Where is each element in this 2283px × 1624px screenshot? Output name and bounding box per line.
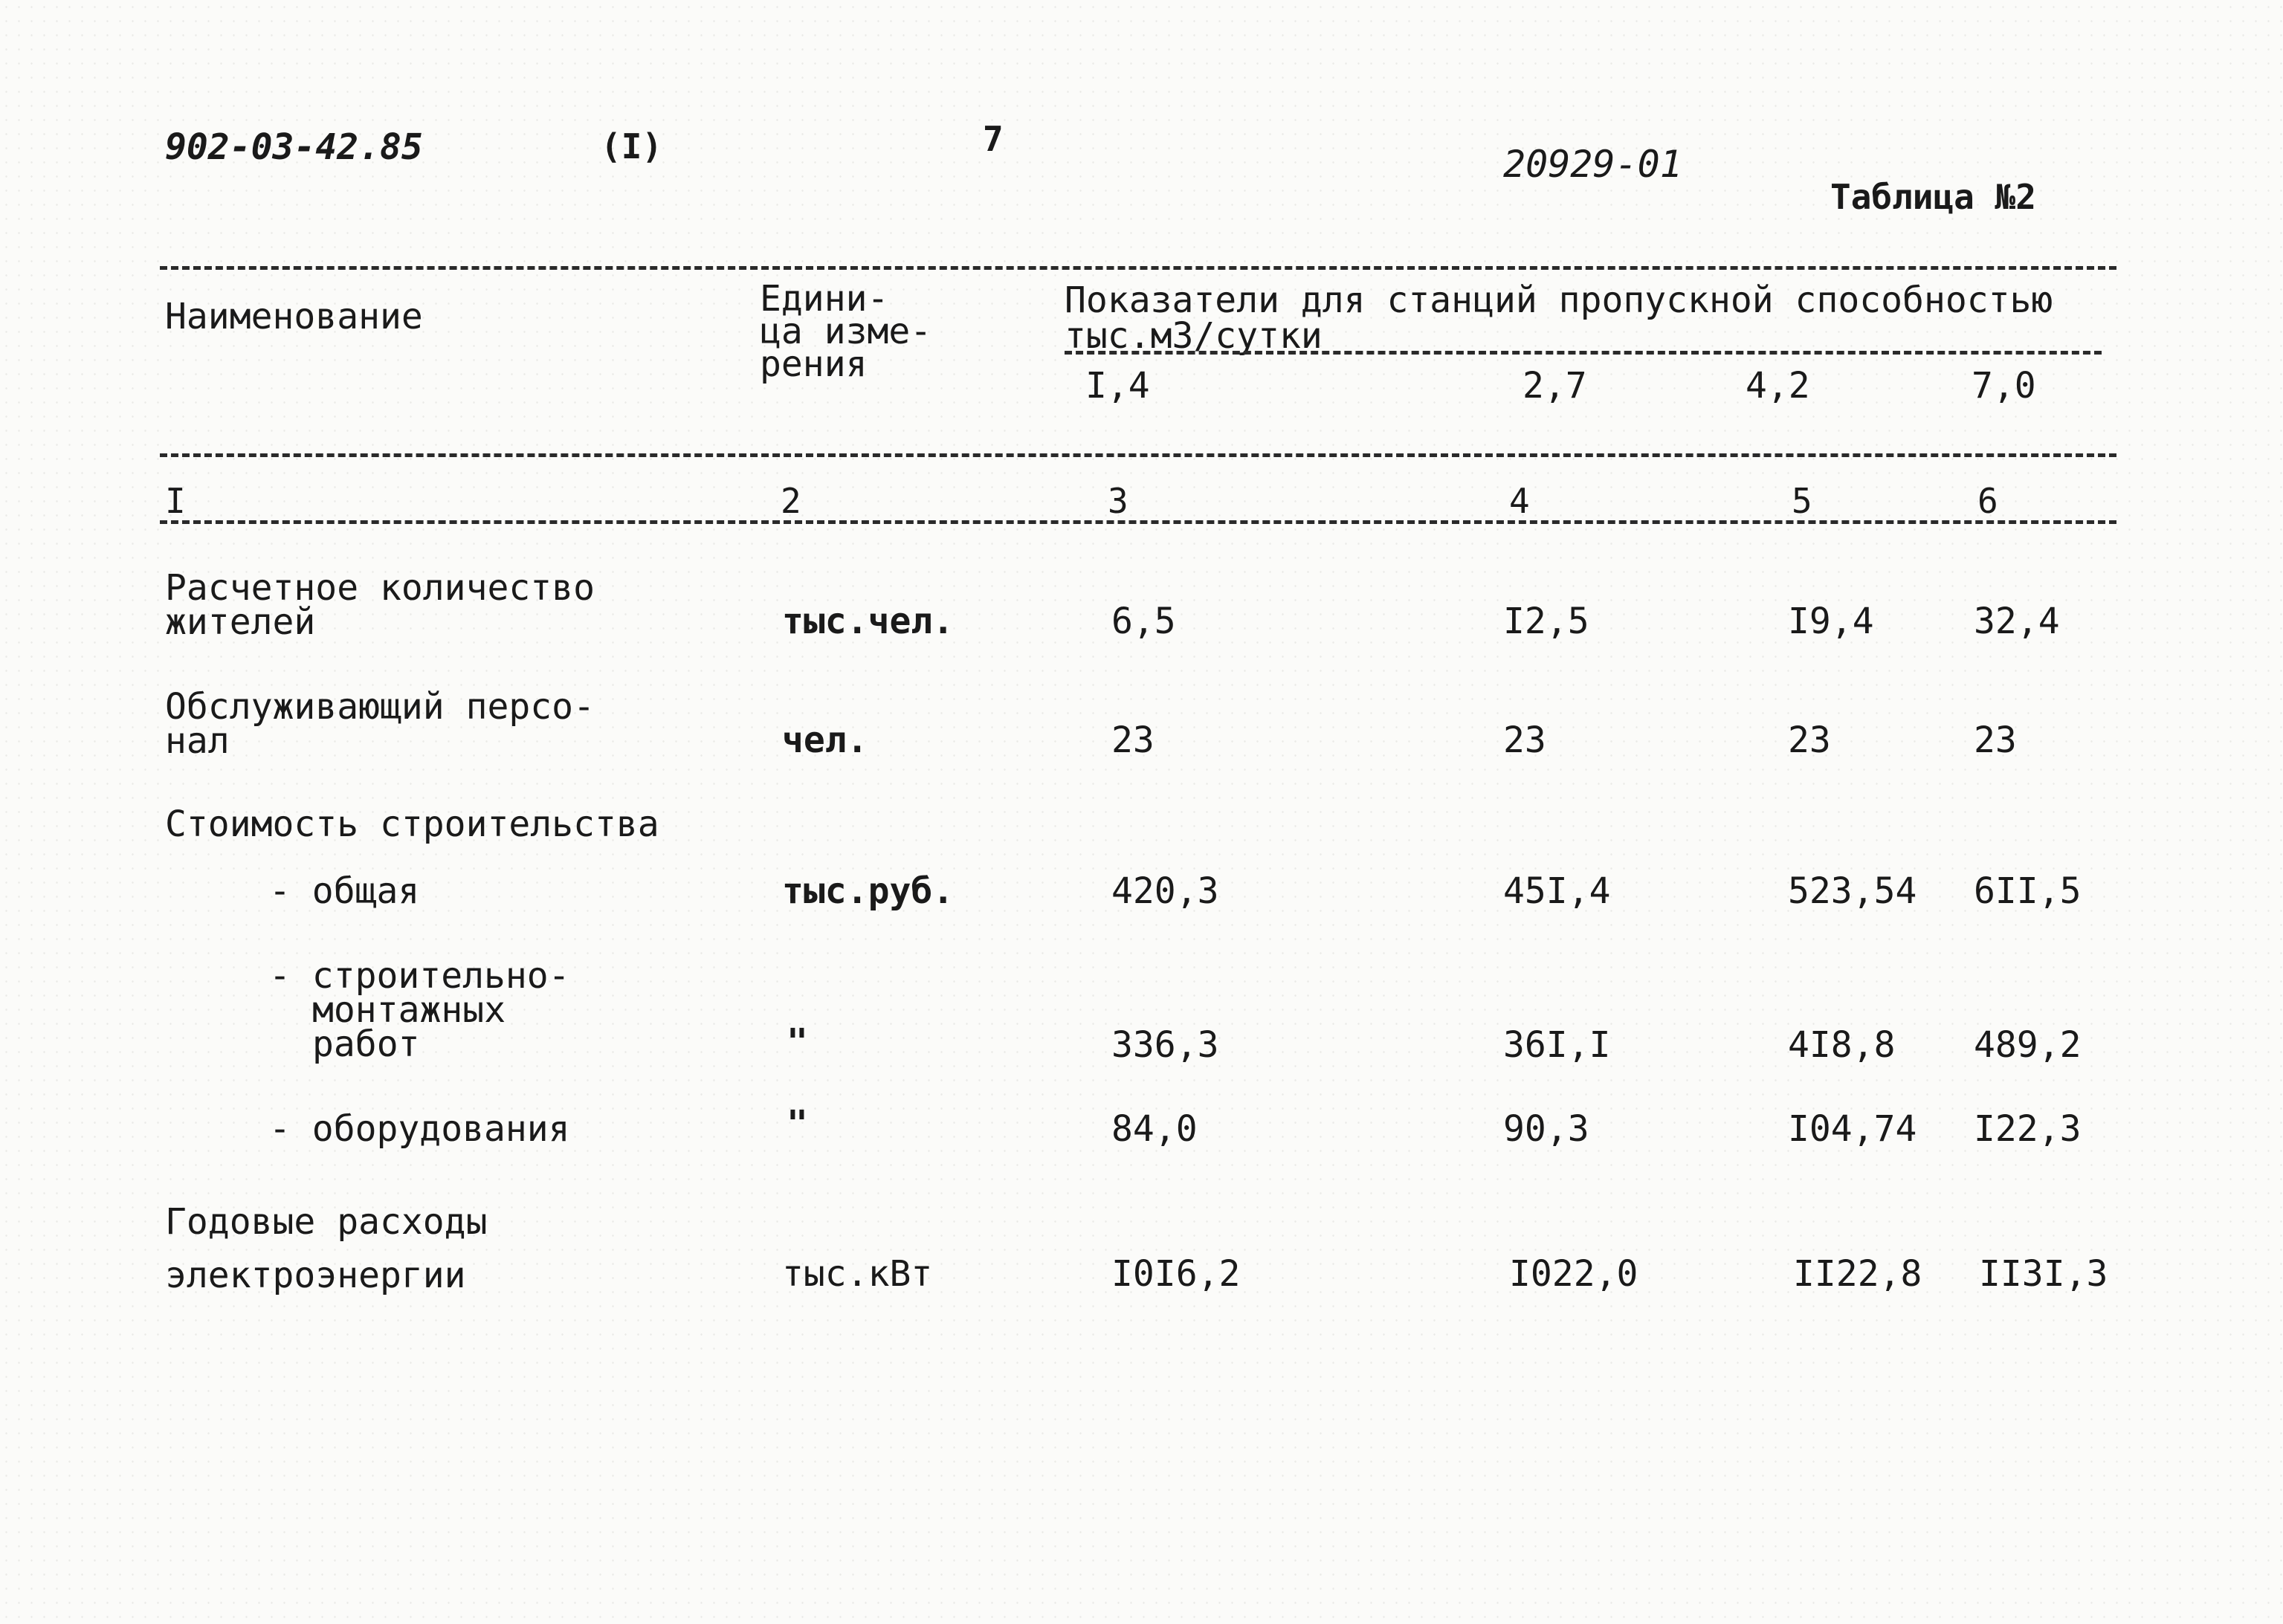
column-number: 6 bbox=[1977, 481, 1998, 521]
section-title: Стоимость строительства bbox=[165, 803, 659, 845]
col-header-unit bbox=[760, 278, 932, 385]
cell-value: I2,5 bbox=[1503, 601, 1589, 642]
capacity-label: 2,7 bbox=[1522, 365, 1587, 407]
document-part: (I) bbox=[601, 126, 663, 166]
cell-value: 84,0 bbox=[1111, 1108, 1198, 1150]
row-unit: тыс.руб. bbox=[782, 870, 955, 912]
cell-value: 523,54 bbox=[1788, 870, 1917, 912]
row-name-line: Обслуживающий персо- bbox=[165, 686, 595, 728]
row-unit: чел. bbox=[782, 719, 868, 761]
row-name-line: электроэнергии bbox=[165, 1255, 466, 1296]
cell-value: I0I6,2 bbox=[1111, 1253, 1241, 1295]
cell-value: 23 bbox=[1503, 719, 1546, 761]
row-name bbox=[165, 686, 595, 762]
row-name-line: монтажных bbox=[312, 989, 506, 1031]
cell-value: I22,3 bbox=[1974, 1108, 2082, 1150]
row-name bbox=[269, 955, 570, 1065]
row-name-line: нал bbox=[165, 720, 230, 762]
column-number: I bbox=[165, 481, 186, 521]
column-number: 3 bbox=[1108, 481, 1128, 521]
cell-value: I022,0 bbox=[1509, 1253, 1638, 1295]
cell-value: 336,3 bbox=[1111, 1024, 1219, 1066]
cell-value: 6II,5 bbox=[1974, 870, 2082, 912]
archive-number: 20929-01 bbox=[1503, 143, 1682, 186]
row-unit: тыс.кВт bbox=[782, 1253, 933, 1295]
capacity-label: 7,0 bbox=[1972, 365, 2036, 407]
column-numbers-rule bbox=[160, 520, 2116, 524]
cell-value: 23 bbox=[1974, 719, 2017, 761]
column-number: 5 bbox=[1792, 481, 1812, 521]
capacity-label: 4,2 bbox=[1746, 365, 1810, 407]
row-name-line: Расчетное количество bbox=[165, 567, 595, 609]
header-bottom-rule bbox=[160, 453, 2116, 457]
table-title: Таблица №2 bbox=[1830, 177, 2036, 217]
cell-value: 420,3 bbox=[1111, 870, 1219, 912]
group-header-title: Показатели для станций пропускной способностью bbox=[1065, 279, 2053, 321]
row-unit: тыс.чел. bbox=[782, 601, 955, 642]
row-unit-ditto: " bbox=[787, 1103, 808, 1145]
row-name-line: Годовые расходы bbox=[165, 1201, 488, 1243]
column-number: 2 bbox=[781, 481, 801, 521]
row-name-line: жителей bbox=[165, 601, 316, 643]
cell-value: II3I,3 bbox=[1979, 1253, 2108, 1295]
cell-value: 90,3 bbox=[1503, 1108, 1589, 1150]
col-header-name: Наименование bbox=[165, 296, 423, 337]
group-header-rule bbox=[1065, 351, 2102, 355]
document-code: 902-03-42.85 bbox=[165, 126, 423, 168]
cell-value: I9,4 bbox=[1788, 601, 1874, 642]
cell-value: I04,74 bbox=[1788, 1108, 1917, 1150]
group-header-unit: тыс.м3/сутки bbox=[1065, 315, 1323, 357]
row-name bbox=[165, 1195, 487, 1302]
row-name bbox=[165, 567, 595, 643]
cell-value: 489,2 bbox=[1974, 1024, 2082, 1066]
col-header-unit-line: Едини- bbox=[760, 278, 889, 320]
column-number: 4 bbox=[1509, 481, 1530, 521]
row-unit-ditto: " bbox=[787, 1021, 808, 1063]
cell-value: II22,8 bbox=[1793, 1253, 1922, 1295]
cell-value: 32,4 bbox=[1974, 601, 2060, 642]
cell-value: 23 bbox=[1111, 719, 1155, 761]
cell-value: 45I,4 bbox=[1503, 870, 1611, 912]
row-name-line: - строительно- bbox=[269, 955, 570, 997]
cell-value: 4I8,8 bbox=[1788, 1024, 1896, 1066]
table-top-rule bbox=[160, 266, 2116, 270]
col-header-unit-line: ца изме- bbox=[760, 311, 932, 352]
row-name: - общая bbox=[269, 870, 420, 912]
cell-value: 23 bbox=[1788, 719, 1831, 761]
col-header-unit-line: рения bbox=[760, 343, 868, 385]
page-number: 7 bbox=[983, 119, 1004, 159]
row-name-line: работ bbox=[312, 1023, 420, 1065]
cell-value: 6,5 bbox=[1111, 601, 1176, 642]
capacity-label: I,4 bbox=[1085, 365, 1150, 407]
cell-value: 36I,I bbox=[1503, 1024, 1611, 1066]
row-name: - оборудования bbox=[269, 1108, 570, 1150]
